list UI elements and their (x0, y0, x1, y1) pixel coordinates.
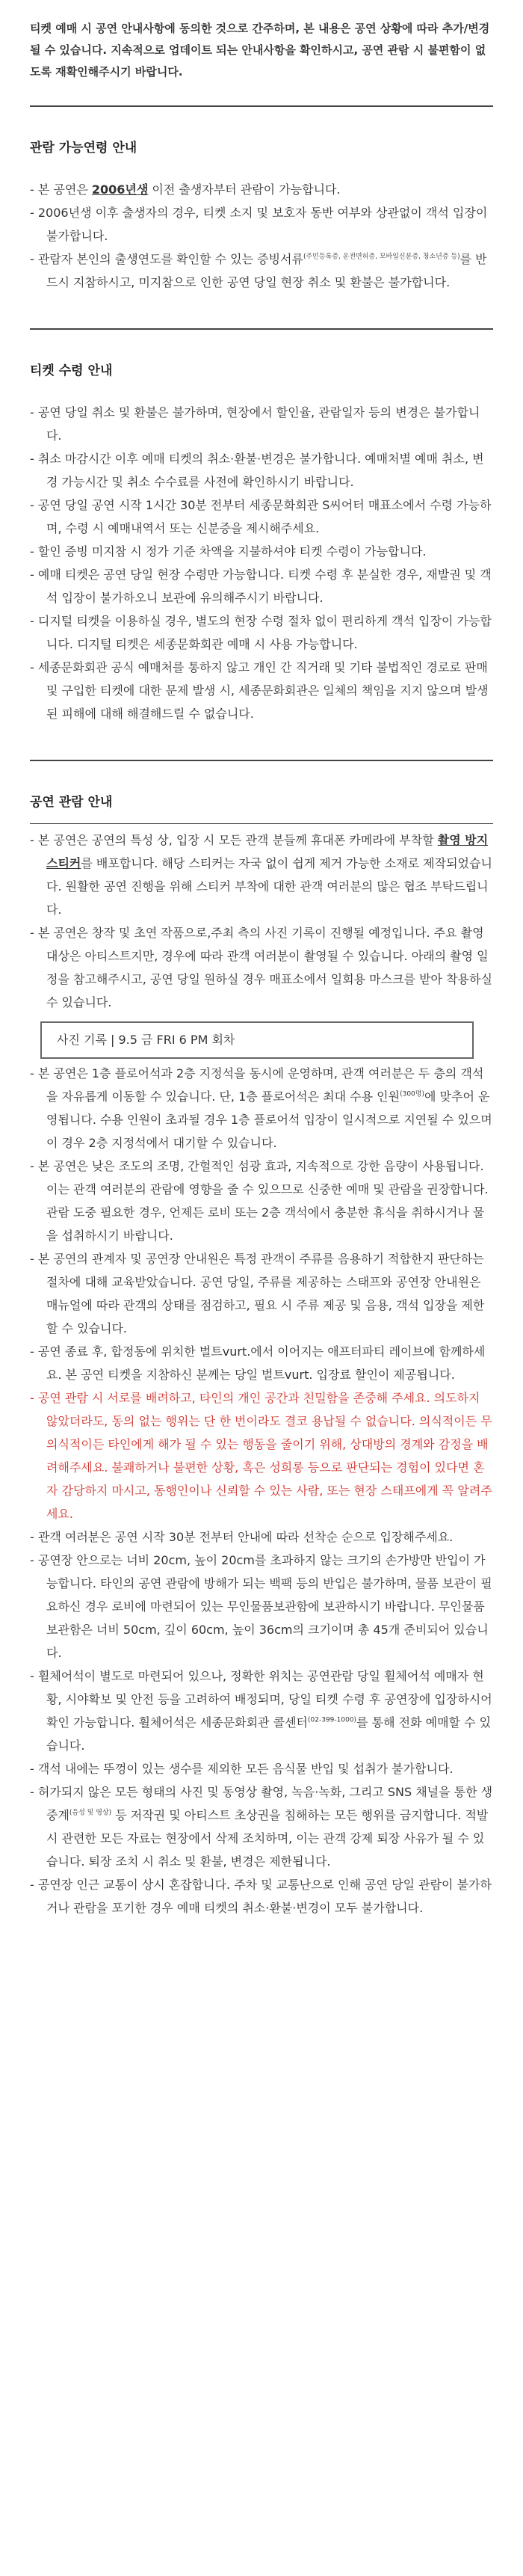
list-item (30, 829, 493, 921)
section-divider (30, 328, 493, 330)
watch-item10-rest: 를 통해 전화 예매할 수 있습니다. (46, 1715, 492, 1753)
watch-item10-text: - 휠체어석이 별도로 마련되어 있으나, 정확한 위치는 공연관람 당일 휠체어석 예매자 현황, 시야확보 및 안전 등을 고려하여 배정되며, 당일 티켓 수령 후 공연장에 입장하시어 확인 가능합니다. 휠체어석은 세종문화회관 콜센터 (30, 1669, 492, 1730)
stream-note: (음성 및 영상) (69, 1809, 112, 1817)
list-item: - 2006년생 이후 출생자의 경우, 티켓 소지 및 보호자 동반 여부와 상관없이 객석 입장이 불가합니다. (30, 206, 488, 243)
ticket-section (30, 360, 493, 725)
watch-list (30, 829, 493, 1014)
watch-item1-rest: 를 배포합니다. 해당 스티커는 자국 없이 쉽게 제거 가능한 소재로 제작되었습니다. 원활한 공연 진행을 위해 스티커 부착에 대한 관객 여러분의 많은 협조 부탁드립니다. (46, 856, 492, 917)
list-item: - 본 공연의 관계자 및 공연장 안내원은 특정 관객이 주류를 음용하기 적합한지 판단하는 절차에 대해 교육받았습니다. 공연 당일, 주류를 제공하는 스태프와 공연장 안내원은 매뉴얼에 따라 관객의 상태를 점검하고, 필요 시 주류 제공 및 음용, 객석 입장을 제한할 수 있습니다. (30, 1252, 485, 1335)
list-item: - 할인 증빙 미지참 시 정가 기준 차액을 지불하셔야 티켓 수령이 가능합니다. (30, 544, 427, 559)
watch-title-divider (30, 823, 493, 824)
list-item (30, 1062, 493, 1155)
watch-item12-rest: 등 저작권 및 아티스트 초상권을 침해하는 모든 행위를 금지합니다. 적발 시 관련한 모든 자료는 현장에서 삭제 조치하며, 이는 관객 강제 퇴장 사유가 될 수 있습니다. 퇴장 조치 시 취소 및 환불, 변경은 제한됩니다. (46, 1808, 489, 1869)
ticket-list (30, 401, 493, 725)
watch-section-title: 공연 관람 안내 (30, 795, 113, 810)
list-item: - 공연장 안으로는 너비 20cm, 높이 20cm를 초과하지 않는 크기의 손가방만 반입이 가능합니다. 타인의 공연 관람에 방해가 되는 백팩 등의 반입은 불가하며, 물품 보관이 필요하신 경우 로비에 마련되어 있는 무인물품보관함에 보관하시기 바랍니다. 무인물품보관함은 너비 50cm, 깊이 60cm, 높이 36cm의 크기이며 총 45개 준비되어 있습니다. (30, 1553, 492, 1660)
intro-notice: 티켓 예매 시 공연 안내사항에 동의한 것으로 간주하며, 본 내용은 공연 상황에 따라 추가/변경될 수 있습니다. 지속적으로 업데이트 되는 안내사항을 확인하시고, 공연 관람 시 불편함이 없도록 재확인해주시기 바랍니다. (30, 22, 490, 79)
sticker-highlight: 촬영 방지 스티커 (46, 833, 489, 870)
list-item: - 공연 종료 후, 합정동에 위치한 벌트vurt.에서 이어지는 애프터파티 레이브에 함께하세요. 본 공연 티켓을 지참하신 분께는 당일 벌트vurt. 입장료 할인이 제공됩니다. (30, 1344, 486, 1382)
list-item: - 객석 내에는 뚜껑이 있는 생수를 제외한 모든 음식물 반입 및 섭취가 불가합니다. (30, 1762, 454, 1776)
photo-schedule-box: 사진 기록 | 9.5 금 FRI 6 PM 회차 (40, 1021, 474, 1059)
list-item (30, 1664, 493, 1757)
watch-item3-text: - 본 공연은 1층 플로어석과 2층 지정석을 동시에 운영하며, 관객 여러분은 두 층의 객석을 자유롭게 이동할 수 있습니다. 단, 1층 플로어석은 최대 수용 인원 (30, 1066, 484, 1104)
list-item (30, 248, 493, 294)
callcenter-number: (02-399-1000) (308, 1716, 357, 1724)
ticket-section-title: 티켓 수령 안내 (30, 363, 113, 378)
id-documents-note: (주민등록증, 운전면허증, 모바일신분증, 청소년증 등) (303, 253, 460, 261)
list-item: - 세종문화회관 공식 예매처를 통하지 않고 개인 간 직거래 및 기타 불법적인 경로로 판매 및 구입한 티켓에 대한 문제 발생 시, 세종문화회관은 일체의 책임을 지지 않으며 발생된 피해에 대해 해결해드릴 수 없습니다. (30, 660, 489, 721)
list-item (30, 178, 493, 201)
section-divider (30, 760, 493, 761)
list-item: - 취소 마감시간 이후 예매 티켓의 취소·환불·변경은 불가합니다. 예매처별 예매 취소, 변경 가능시간 및 취소 수수료를 사전에 확인하시기 바랍니다. (30, 452, 484, 489)
list-item: - 공연 당일 공연 시작 1시간 30분 전부터 세종문화회관 S씨어터 매표소에서 수령 가능하며, 수령 시 예매내역서 또는 신분증을 제시해주세요. (30, 498, 492, 535)
list-item: - 본 공연은 낮은 조도의 조명, 간헐적인 섬광 효과, 지속적으로 강한 음량이 사용됩니다. 이는 관객 여러분의 관람에 영향을 줄 수 있으므로 신중한 예매 및 관람을 권장합니다. 관람 도중 필요한 경우, 언제든 로비 또는 2층 객석에서 충분한 휴식을 취하시거나 물을 섭취하시기 바랍니다. (30, 1159, 489, 1243)
list-item-warning: - 공연 관람 시 서로를 배려하고, 타인의 개인 공간과 친밀함을 존중해 주세요. 의도하지 않았더라도, 동의 없는 행위는 단 한 번이라도 결코 용납될 수 없습니다. 의식적이든 무의식적이든 타인에게 해가 될 수 있는 행동을 줄이기 위해, 상대방의 경계와 감정을 배려해주세요. 불쾌하거나 불편한 상황, 혹은 성희롱 등으로 판단되는 경험이 있다면 혼자 감당하지 마시고, 동행인이나 신뢰할 수 있는 사람, 또는 현장 스태프에게 꼭 알려주세요. (30, 1391, 492, 1521)
watch-item3-rest: 에 맞추어 운영됩니다. 수용 인원이 초과될 경우 1층 플로어석 입장이 일시적으로 지연될 수 있으며 이 경우 2층 지정석에서 대기할 수 있습니다. (46, 1089, 492, 1150)
age-item3-text: - 관람자 본인의 출생연도를 확인할 수 있는 증빙서류 (30, 252, 303, 266)
capacity-note: (300명) (400, 1090, 424, 1098)
watch-item1-text: - 본 공연은 공연의 특성 상, 입장 시 모든 관객 분들께 휴대폰 카메라에 부착할 (30, 833, 438, 847)
list-item: - 본 공연은 창작 및 초연 작품으로,주최 측의 사진 기록이 진행될 예정입니다. 주요 촬영 대상은 아티스트지만, 경우에 따라 관객 여러분이 촬영될 수 있습니다. 아래의 촬영 일정을 참고해주시고, 공연 당일 원하실 경우 매표소에서 일회용 마스크를 받아 착용하실 수 있습니다. (30, 926, 492, 1009)
age-item1-rest: 이전 출생자부터 관람이 가능합니다. (148, 182, 341, 197)
list-item: - 공연 당일 취소 및 환불은 불가하며, 현장에서 할인율, 관람일자 등의 변경은 불가합니다. (30, 405, 480, 443)
age-item1-text: - 본 공연은 (30, 182, 92, 197)
age-list (30, 178, 493, 294)
list-item: - 디지털 티켓을 이용하실 경우, 별도의 현장 수령 절차 없이 편리하게 객석 입장이 가능합니다. 디지털 티켓은 세종문화회관 예매 시 사용 가능합니다. (30, 614, 492, 651)
list-item: - 예매 티켓은 공연 당일 현장 수령만 가능합니다. 티켓 수령 후 분실한 경우, 재발권 및 객석 입장이 불가하오니 보관에 유의해주시기 바랍니다. (30, 568, 492, 605)
age-section (30, 137, 493, 294)
watch-section (30, 791, 493, 1919)
list-item (30, 1780, 493, 1873)
age-section-title: 관람 가능연령 안내 (30, 141, 137, 156)
section-divider (30, 105, 493, 107)
list-item: - 관객 여러분은 공연 시작 30분 전부터 안내에 따라 선착순 순으로 입장해주세요. (30, 1530, 454, 1544)
watch-list-continued (30, 1062, 493, 1919)
watch-item12-text: - 허가되지 않은 모든 형태의 사진 및 동영상 촬영, 녹음·녹화, 그리고 SNS 채널을 통한 생중계 (30, 1785, 493, 1822)
age-year-highlight: 2006년생 (91, 182, 149, 197)
age-item3-rest: 를 반드시 지참하시고, 미지참으로 인한 공연 당일 현장 취소 및 환불은 불가합니다. (46, 252, 487, 289)
list-item: - 공연장 인근 교통이 상시 혼잡합니다. 주차 및 교통난으로 인해 공연 당일 관람이 불가하거나 관람을 포기한 경우 예매 티켓의 취소·환불·변경이 모두 불가합니다. (30, 1878, 492, 1915)
